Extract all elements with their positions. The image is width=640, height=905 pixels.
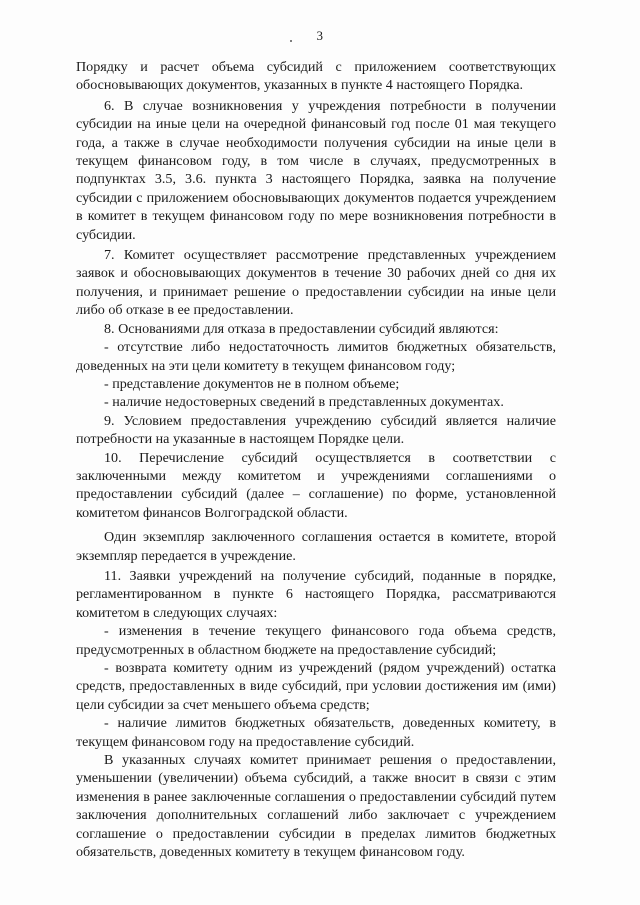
page-number: 3 [316,28,324,43]
paragraph-9: 9. Условием предоставления учреждению субсидий является наличие потребности на указанные в настоящем Порядке цели. [76,412,556,448]
scan-speck [290,40,292,42]
paragraph-11: 11. Заявки учреждений на получение субсидий, поданные в порядке, регламентированном в пункте 6 настоящего Порядка, рассматриваются комитетом в следующих случаях: [76,567,556,621]
paragraph-10-continuation: Один экземпляр заключенного соглашения остается в комитете, второй экземпляр передается в учреждение. [76,529,556,564]
paragraph-continuation: Порядку и расчет объема субсидий с приложением соответствующих обосновывающих документов, указанных в пункте 4 настоящего Порядка. [76,59,556,94]
paragraph-8-item-3: - наличие недостоверных сведений в представленных документах. [104,394,504,411]
paragraph-7: 7. Комитет осуществляет рассмотрение представленных учреждением заявок и обосновывающих документов в течение 30 рабочих дней со дня их получения, и принимает решение о предоставлении субсидии на иные цели либо об отказе в ее предоставлении. [76,247,556,319]
paragraph-11-item-2: - возврата комитету одним из учреждений (рядом учреждений) остатка средств, предоставленных в виде субсидий, при условии достижения им (ими) цели субсидии за счет меньшего объема средств; [76,660,556,713]
paragraph-11-conclusion: В указанных случаях комитет принимает решения о предоставлении, уменьшении (увеличении) объема субсидий, а также вносит в связи с этим изменения в ранее заключенные соглашения о предоставлении субсидий путем заключения дополнительных соглашений либо заключает с учреждением соглашение о предоставлении субсидии в пределах лимитов бюджетных обязательств, доведенных комитету в текущем финансовом году. [76,752,556,861]
paragraph-8-item-2: - представление документов не в полном объеме; [104,375,400,392]
paragraph-10: 10. Перечисление субсидий осуществляется в соответствии с заключенными между комитетом и учреждениями соглашениями о предоставлении субсидий (далее – соглашение) по форме, установленной комитетом финансов Волгоградской области. [76,449,556,521]
document-body [76,58,556,861]
paragraph-11-item-1: - изменения в течение текущего финансового года объема средств, предусмотренных в областном бюджете на предоставление субсидий; [76,623,556,658]
paragraph-8-item-1: - отсутствие либо недостаточность лимитов бюджетных обязательств, доведенных на эти цели комитету в текущем финансовом году; [76,339,556,374]
paragraph-6: 6. В случае возникновения у учреждения потребности в получении субсидии на иные цели на очередной финансовый год после 01 мая текущего года, а также в случае необходимости получения субсидии на иные цели в текущем финансовом году, в том числе в случаях, предусмотренных в подпунктах 3.5, 3.6. пункта 3 настоящего Порядка, заявка на получение субсидии с приложением обосновывающих документов подается учреждением в комитет в текущем финансовом году по мере возникновения потребности в субсидии. [76,97,556,243]
paragraph-11-item-3: - наличие лимитов бюджетных обязательств, доведенных комитету, в текущем финансовом году на предоставление субсидий. [76,715,556,750]
paragraph-8: 8. Основаниями для отказа в предоставлении субсидий являются: [104,320,499,337]
